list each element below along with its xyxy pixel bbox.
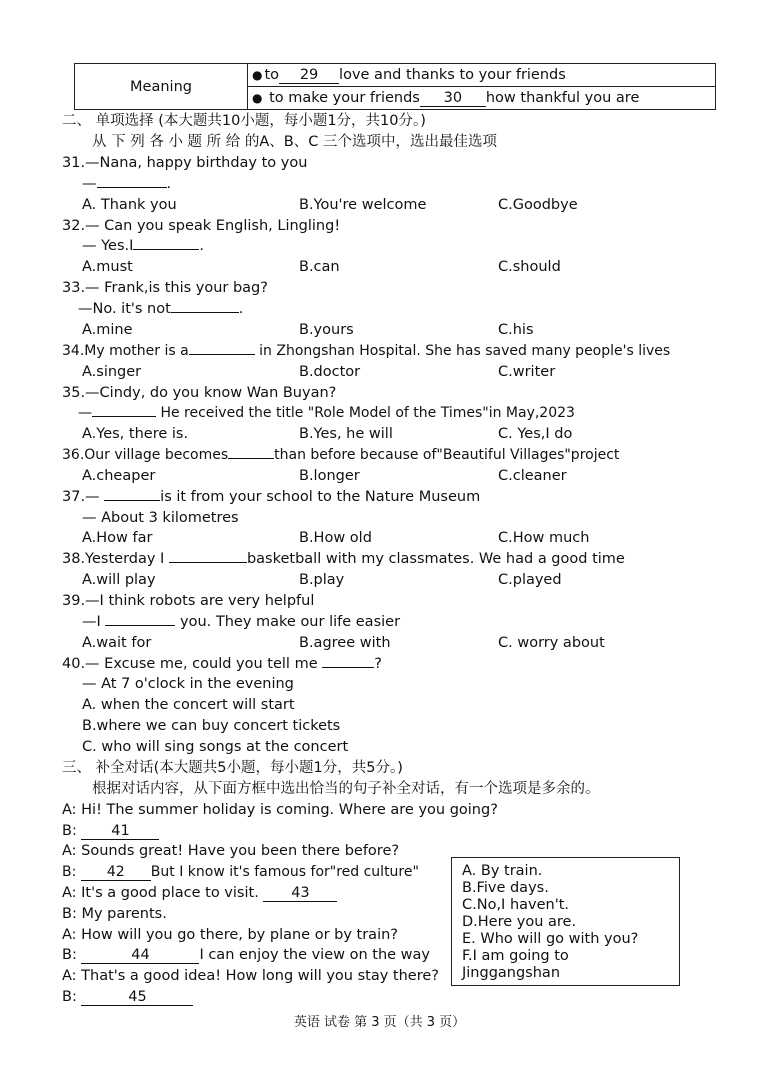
q32-blank[interactable] <box>133 249 199 250</box>
q39-reply: —I you. They make our life easier <box>82 614 401 630</box>
section3-instruction: 根据对话内容，从下面方框中选出恰当的句子补全对话，有一个选项是多余的。 <box>92 781 600 797</box>
q37-option-a[interactable]: A.How far <box>82 530 153 546</box>
q36-option-a[interactable]: A.cheaper <box>82 468 156 484</box>
q35-blank[interactable] <box>92 416 156 417</box>
q33-option-a[interactable]: A.mine <box>82 322 133 338</box>
blank-29[interactable]: 29 <box>279 67 339 84</box>
option-f-continued[interactable]: Jinggangshan <box>462 965 561 981</box>
q35-option-a[interactable]: A.Yes, there is. <box>82 426 189 442</box>
bullet-icon: ● <box>252 68 263 82</box>
q34-stem: 34.My mother is a in Zhongshan Hospital. She has saved many people's lives <box>62 343 671 359</box>
bullet-icon: ● <box>252 91 263 105</box>
meaning-row-29: ● to 29 love and thanks to your friends <box>248 64 716 87</box>
q36-blank[interactable] <box>228 458 274 459</box>
q33-blank[interactable] <box>171 312 239 313</box>
q32-reply: — Yes.I . <box>82 238 205 254</box>
q38-stem: 38.Yesterday I basketball with my classmates. We had a good time <box>62 551 625 567</box>
q37-stem: 37.— is it from your school to the Nature Museum <box>62 489 481 505</box>
dialogue-line-7: A: How will you go there, by plane or by train? <box>62 927 398 943</box>
q35-reply: — He received the title "Role Model of the Times"in May,2023 <box>78 405 575 421</box>
option-b[interactable]: B.Five days. <box>462 880 549 896</box>
q35-stem: 35.—Cindy, do you know Wan Buyan? <box>62 385 337 401</box>
q33-reply: —No. it's not . <box>78 301 244 317</box>
q39-blank[interactable] <box>105 625 175 626</box>
blank-30[interactable]: 30 <box>420 90 486 107</box>
meaning-table <box>74 63 716 110</box>
q38-option-c[interactable]: C.played <box>498 572 562 588</box>
q39-stem: 39.—I think robots are very helpful <box>62 593 315 609</box>
option-e[interactable]: E. Who will go with you? <box>462 931 639 947</box>
blank-42[interactable]: 42 <box>81 864 151 881</box>
q36-stem: 36.Our village becomes than before because of"Beautiful Villages"project <box>62 447 620 463</box>
blank-44[interactable]: 44 <box>81 947 199 964</box>
option-d[interactable]: D.Here you are. <box>462 914 577 930</box>
q38-option-b[interactable]: B.play <box>299 572 345 588</box>
option-f[interactable]: F.I am going to <box>462 948 569 964</box>
meaning-label: Meaning <box>75 64 248 110</box>
q37-blank[interactable] <box>104 500 160 501</box>
q34-blank[interactable] <box>189 354 255 355</box>
q34-option-b[interactable]: B.doctor <box>299 364 361 380</box>
q39-option-a[interactable]: A.wait for <box>82 635 152 651</box>
q31-option-b[interactable]: B.You're welcome <box>299 197 427 213</box>
q39-option-c[interactable]: C. worry about <box>498 635 605 651</box>
dialogue-line-6: B: My parents. <box>62 906 167 922</box>
q32-option-a[interactable]: A.must <box>82 259 133 275</box>
q32-option-c[interactable]: C.should <box>498 259 561 275</box>
dialogue-line-4: B: 42 But I know it's famous for"red culture" <box>62 864 419 880</box>
section2-instruction: 从 下 列 各 小 题 所 给 的A、B、C 三个选项中，选出最佳选项 <box>92 134 497 150</box>
dialogue-line-5: A: It's a good place to visit. 43 <box>62 884 337 902</box>
q31-option-a[interactable]: A. Thank you <box>82 197 177 213</box>
q40-reply: — At 7 o'clock in the evening <box>82 676 294 692</box>
q38-blank[interactable] <box>169 562 247 563</box>
q38-option-a[interactable]: A.will play <box>82 572 156 588</box>
dialogue-line-2: B: 41 <box>62 822 159 840</box>
q32-option-b[interactable]: B.can <box>299 259 340 275</box>
q31-reply: — . <box>82 176 172 192</box>
q33-option-b[interactable]: B.yours <box>299 322 354 338</box>
option-c[interactable]: C.No,I haven't. <box>462 897 569 913</box>
blank-45[interactable]: 45 <box>81 989 193 1006</box>
q35-option-c[interactable]: C. Yes,I do <box>498 426 573 442</box>
q36-option-b[interactable]: B.longer <box>299 468 360 484</box>
q34-option-c[interactable]: C.writer <box>498 364 556 380</box>
dialogue-line-8: B: 44 I can enjoy the view on the way <box>62 947 431 963</box>
option-a[interactable]: A. By train. <box>462 863 543 879</box>
q34-option-a[interactable]: A.singer <box>82 364 142 380</box>
options-box <box>451 857 680 986</box>
q31-blank[interactable] <box>97 187 167 188</box>
meaning-row-30: ● to make your friends 30 how thankful you are <box>248 87 716 110</box>
q35-option-b[interactable]: B.Yes, he will <box>299 426 393 442</box>
section3-title: 三、 补全对话(本大题共5小题，每小题1分，共5分。) <box>62 760 403 776</box>
q40-option-b[interactable]: B.where we can buy concert tickets <box>82 718 341 734</box>
dialogue-line-9: A: That's a good idea! How long will you stay there? <box>62 968 439 984</box>
q40-option-c[interactable]: C. who will sing songs at the concert <box>82 739 349 755</box>
blank-43[interactable]: 43 <box>263 885 337 902</box>
q31-stem: 31.—Nana, happy birthday to you <box>62 155 308 171</box>
section2-title: 二、 单项选择 (本大题共10小题，每小题1分，共10分。) <box>62 113 426 129</box>
blank-41[interactable]: 41 <box>81 823 159 840</box>
q31-option-c[interactable]: C.Goodbye <box>498 197 578 213</box>
q36-option-c[interactable]: C.cleaner <box>498 468 567 484</box>
q33-stem: 33.— Frank,is this your bag? <box>62 280 268 296</box>
q40-option-a[interactable]: A. when the concert will start <box>82 697 295 713</box>
q37-option-b[interactable]: B.How old <box>299 530 372 546</box>
q40-blank[interactable] <box>322 667 374 668</box>
dialogue-line-1: A: Hi! The summer holiday is coming. Where are you going? <box>62 802 498 818</box>
dialogue-line-3: A: Sounds great! Have you been there before? <box>62 843 400 859</box>
page-footer: 英语 试卷 第 3 页（共 3 页） <box>293 1015 466 1030</box>
q37-reply: — About 3 kilometres <box>82 510 239 526</box>
q39-option-b[interactable]: B.agree with <box>299 635 391 651</box>
q32-stem: 32.— Can you speak English, Lingling! <box>62 218 341 234</box>
q33-option-c[interactable]: C.his <box>498 322 534 338</box>
dialogue-line-10: B: 45 <box>62 988 193 1006</box>
q37-option-c[interactable]: C.How much <box>498 530 590 546</box>
q40-stem: 40.— Excuse me, could you tell me ? <box>62 656 382 672</box>
